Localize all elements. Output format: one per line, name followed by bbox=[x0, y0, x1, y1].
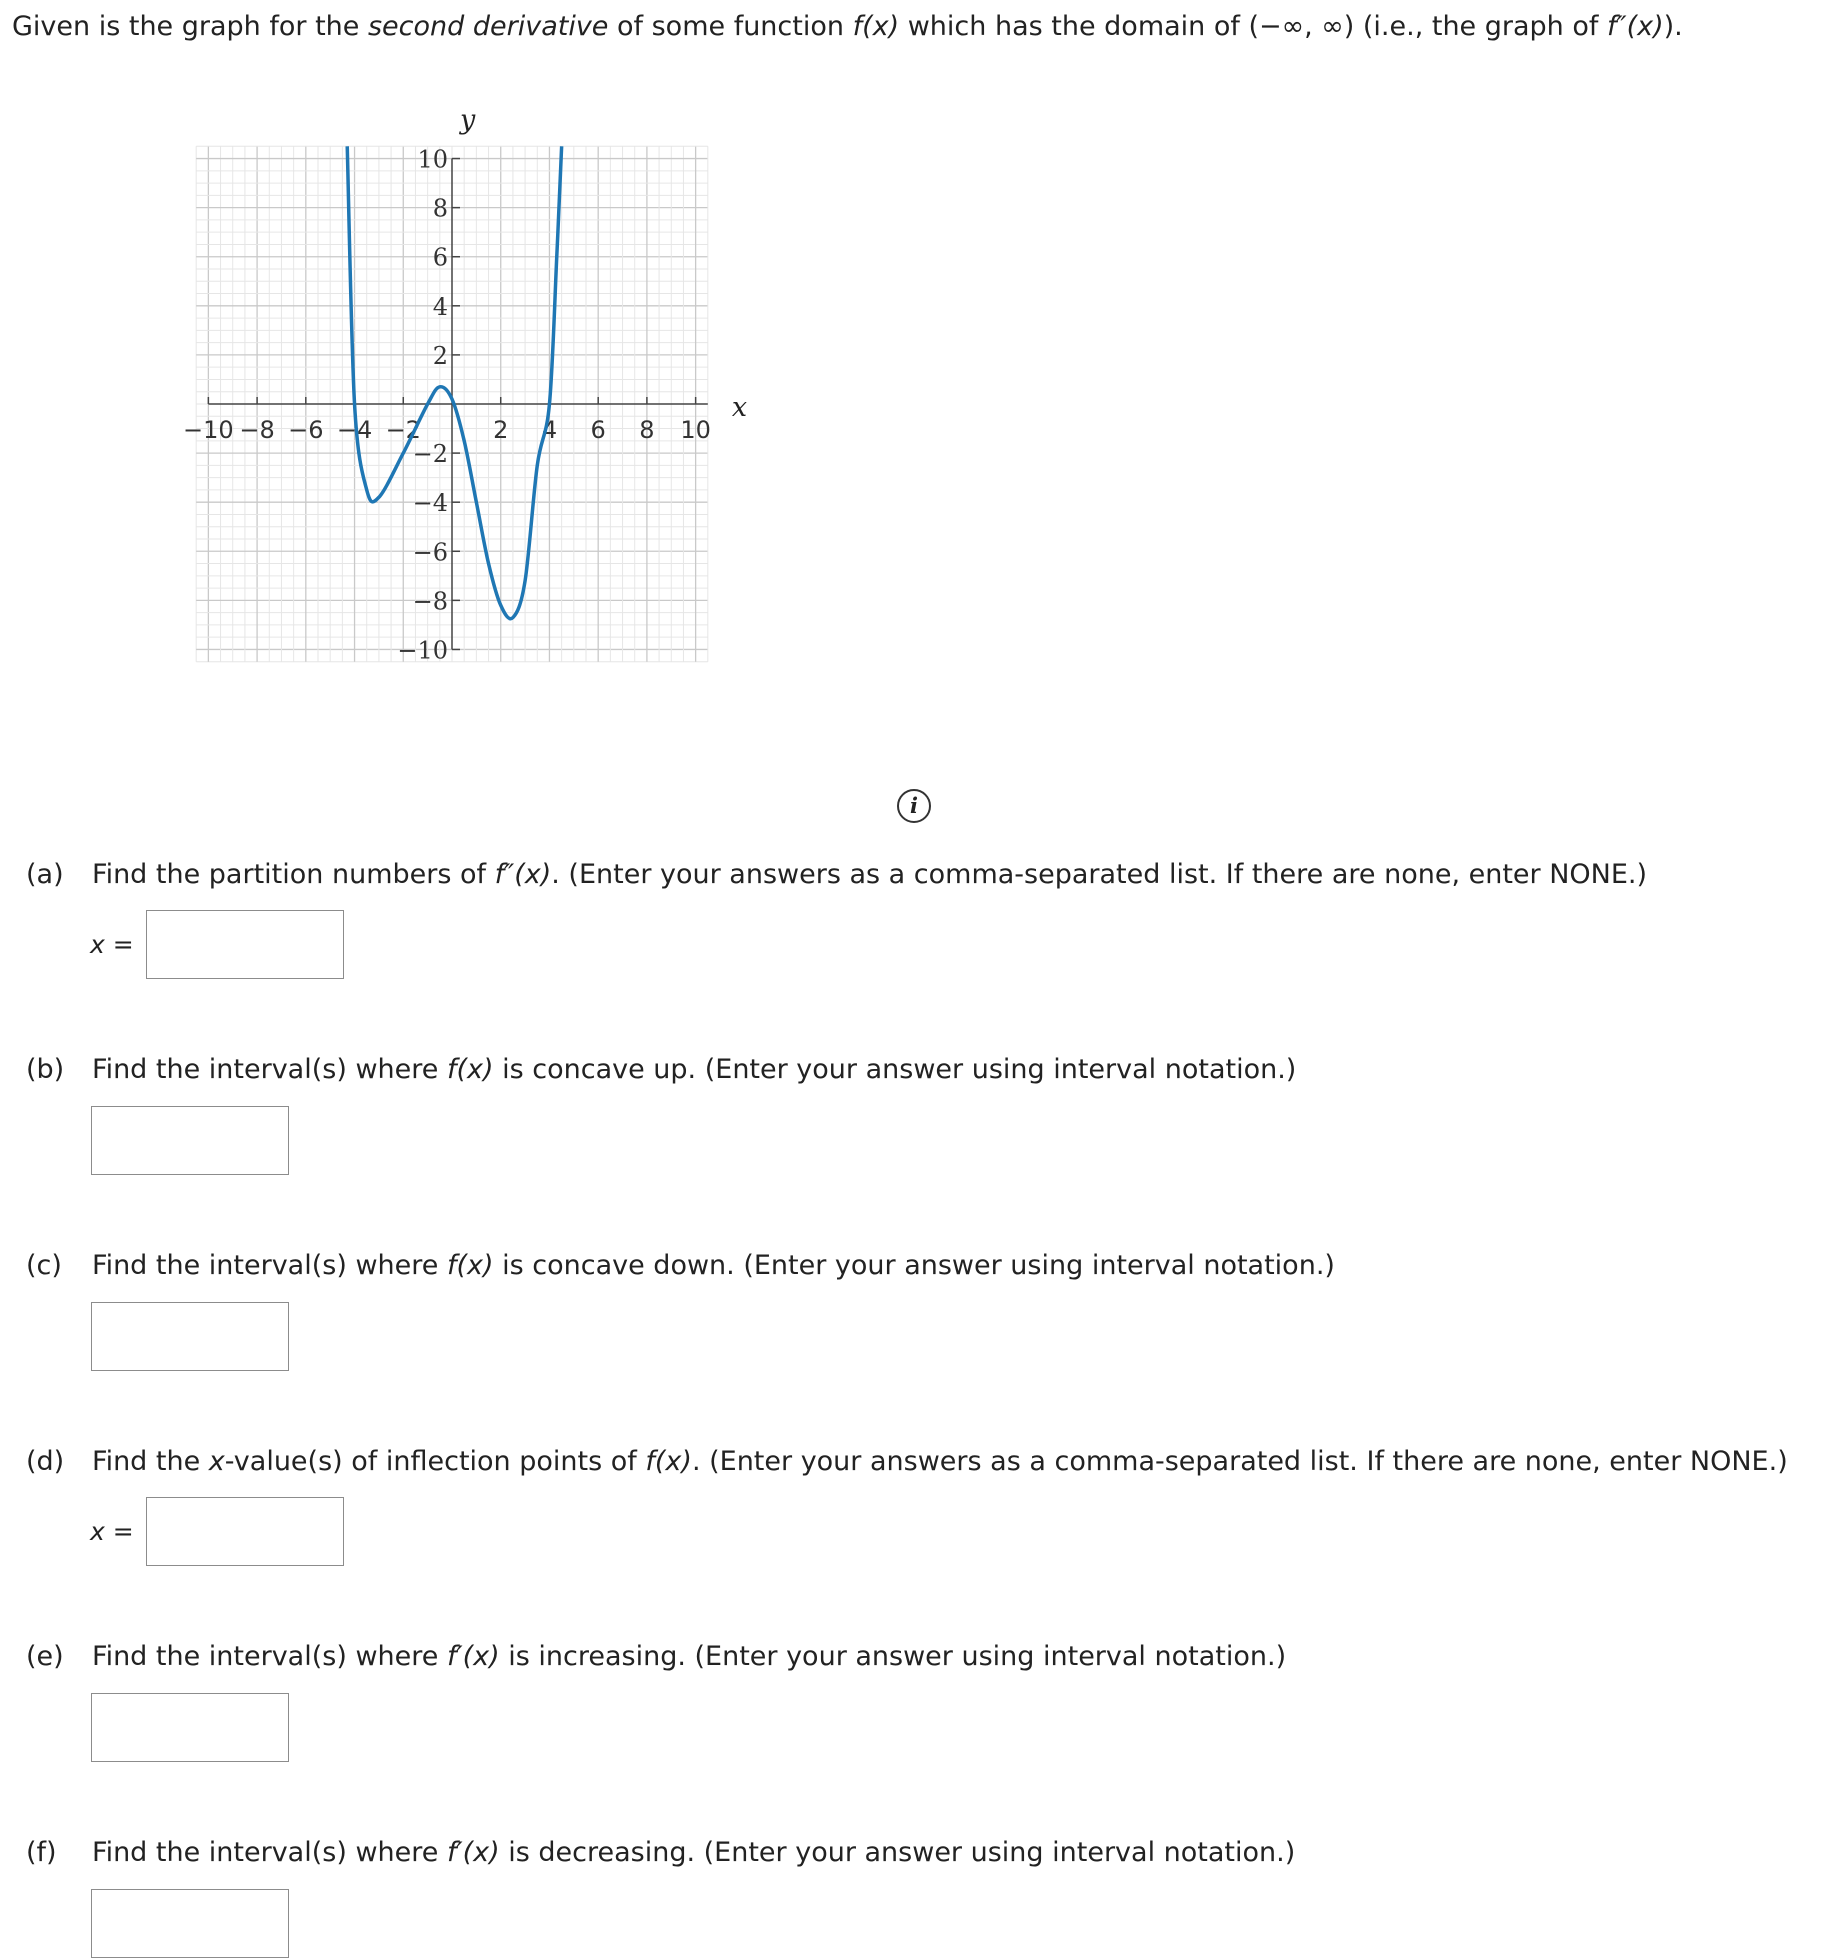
y-tick-label: 4 bbox=[432, 292, 448, 321]
question-letter: (d) bbox=[26, 1446, 65, 1477]
question-text: Find the interval(s) where f′(x) is decreasing. (Enter your answer using interval notation.) bbox=[92, 1837, 1296, 1868]
y-tick-label: −8 bbox=[412, 587, 448, 616]
tick-labels bbox=[183, 146, 711, 665]
question-c bbox=[26, 1247, 1335, 1285]
question-text: Find the partition numbers of f″(x). (Enter your answers as a comma-separated list. If there are none, enter NONE.) bbox=[92, 859, 1648, 890]
x-tick-label: −2 bbox=[385, 416, 421, 444]
y-tick-label: −4 bbox=[412, 489, 448, 518]
answer-row-a bbox=[90, 910, 344, 979]
question-e bbox=[26, 1638, 1286, 1676]
problem-intro bbox=[12, 8, 1683, 46]
x-tick-label: −4 bbox=[336, 416, 373, 444]
question-text: Find the interval(s) where f(x) is concave down. (Enter your answer using interval notation.) bbox=[92, 1250, 1335, 1281]
intro-emphasis: second derivative bbox=[367, 11, 609, 42]
graph-svg bbox=[160, 86, 880, 826]
answer-input-d[interactable] bbox=[146, 1497, 344, 1566]
question-text: Find the x-value(s) of inflection points of f(x). (Enter your answers as a comma-separated list. If there are none, enter NONE.) bbox=[92, 1446, 1788, 1477]
question-b bbox=[26, 1051, 1296, 1089]
question-letter: (c) bbox=[26, 1250, 62, 1281]
answer-input-a[interactable] bbox=[146, 910, 344, 979]
intro-text-3: which has the domain of (−∞, ∞) (i.e., the graph of bbox=[899, 11, 1607, 42]
x-tick-label: 8 bbox=[639, 416, 655, 444]
question-d bbox=[26, 1443, 1788, 1481]
y-tick-label: −10 bbox=[397, 636, 448, 665]
answer-input-c[interactable] bbox=[91, 1302, 289, 1371]
answer-row-d bbox=[90, 1497, 344, 1566]
y-tick-label: −6 bbox=[412, 538, 448, 567]
y-tick-label: −2 bbox=[412, 440, 448, 469]
x-tick-label: 4 bbox=[541, 416, 558, 444]
info-icon[interactable]: i bbox=[897, 789, 931, 823]
intro-text-4: ). bbox=[1663, 11, 1683, 42]
question-letter: (a) bbox=[26, 859, 64, 890]
intro-fx: f(x) bbox=[852, 11, 900, 42]
answer-input-f[interactable] bbox=[91, 1889, 289, 1958]
question-letter: (b) bbox=[26, 1054, 65, 1085]
y-tick-label: 8 bbox=[432, 194, 448, 223]
y-tick-label: 6 bbox=[432, 243, 448, 272]
question-letter: (e) bbox=[26, 1641, 64, 1672]
question-text: Find the interval(s) where f′(x) is increasing. (Enter your answer using interval notation.) bbox=[92, 1641, 1287, 1672]
x-tick-label: −8 bbox=[239, 416, 275, 444]
x-tick-label: −6 bbox=[288, 416, 324, 444]
question-letter: (f) bbox=[26, 1837, 57, 1868]
x-tick-label: −10 bbox=[183, 416, 234, 444]
answer-input-e[interactable] bbox=[91, 1693, 289, 1762]
question-a bbox=[26, 856, 1647, 894]
x-axis-label: x bbox=[731, 392, 748, 423]
y-tick-label: 2 bbox=[432, 341, 448, 370]
second-derivative-graph bbox=[160, 86, 880, 826]
intro-text-2: of some function bbox=[608, 11, 853, 42]
question-text: Find the interval(s) where f(x) is concave up. (Enter your answer using interval notation.) bbox=[92, 1054, 1297, 1085]
y-axis-label: y bbox=[460, 104, 476, 136]
x-equals-label: x = bbox=[90, 1517, 134, 1546]
x-tick-label: 10 bbox=[680, 416, 711, 444]
x-tick-label: 6 bbox=[590, 416, 606, 444]
x-equals-label: x = bbox=[90, 930, 134, 959]
y-tick-label: 10 bbox=[417, 145, 448, 174]
x-tick-label: 2 bbox=[493, 416, 509, 444]
intro-fpp: f″(x) bbox=[1606, 11, 1664, 42]
intro-text-1: Given is the graph for the bbox=[12, 11, 368, 42]
question-f bbox=[26, 1834, 1295, 1872]
answer-input-b[interactable] bbox=[91, 1106, 289, 1175]
